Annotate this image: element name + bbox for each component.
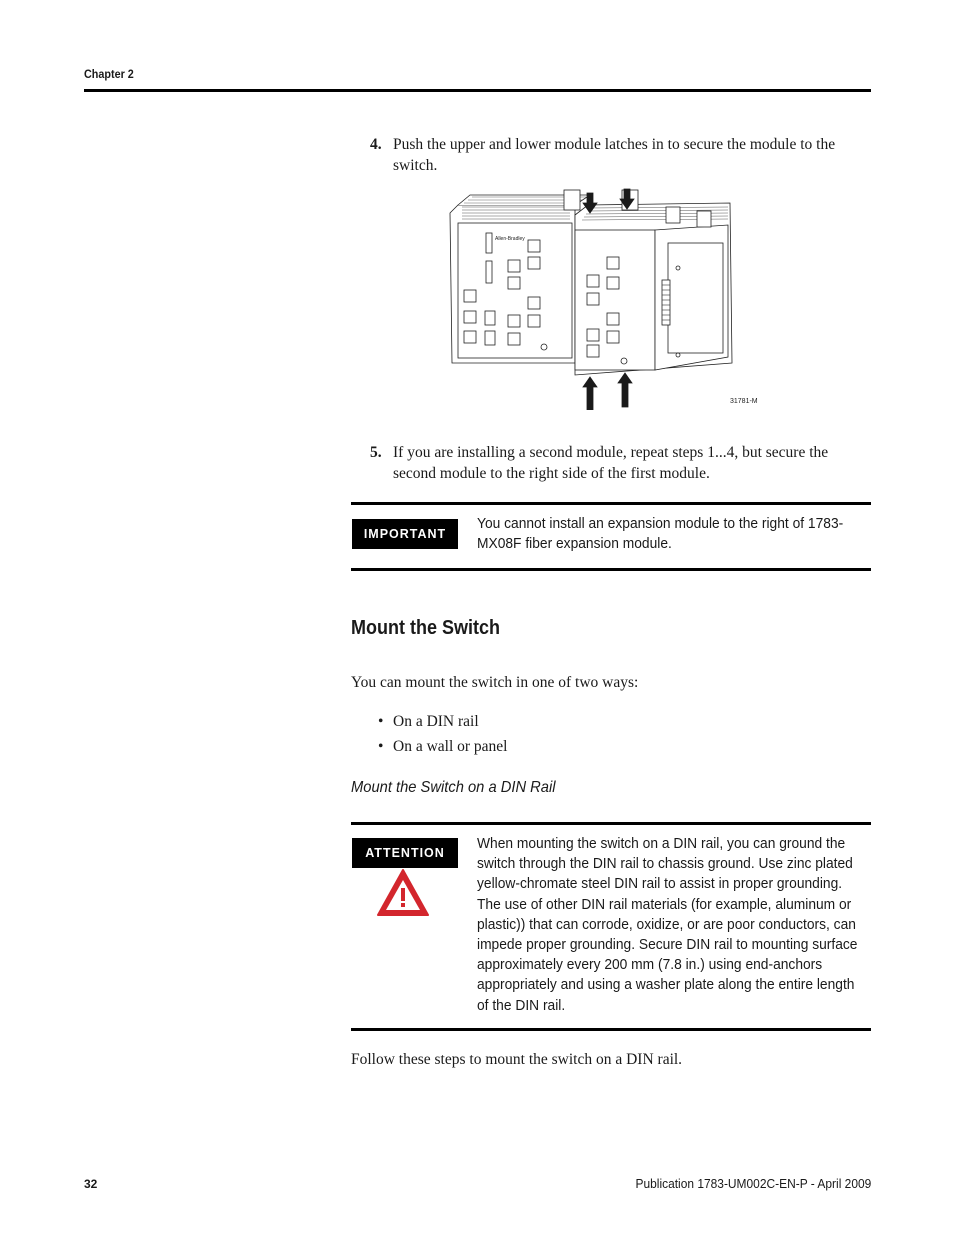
subheading: Mount the Switch on a DIN Rail (351, 779, 556, 796)
publication-footer: Publication 1783-UM002C-EN-P - April 2009 (635, 1176, 871, 1191)
module-install-figure (440, 185, 770, 410)
figure-id-label: 31781-M (730, 398, 758, 405)
warning-triangle-icon (376, 868, 430, 918)
bullet-icon: • (378, 738, 384, 755)
header-rule (84, 89, 871, 92)
section-heading: Mount the Switch (351, 617, 500, 639)
list-item (378, 738, 508, 756)
list-item-text: On a DIN rail (393, 713, 479, 730)
attention-text: When mounting the switch on a DIN rail, you can ground the switch through the DIN rail to chassis ground. Use zinc plated yellow-chromate steel DIN rail to assist in proper grounding. The use of other DIN rail materials (for example, aluminum or plastic)) that can corrode, oxidize, or are poor conductors, can impede proper grounding. Secure DIN rail to mounting surface approximately every 200 mm (7.8 in.) using end-anchors appropriately and using a washer plate along the entire length of the DIN rail. (477, 835, 858, 1014)
closing-text: Follow these steps to mount the switch on a DIN rail. (351, 1051, 683, 1068)
important-badge: IMPORTANT (352, 519, 458, 549)
important-text: You cannot install an expansion module to the right of 1783-MX08F fiber expansion module. (477, 515, 844, 553)
step-text: If you are installing a second module, repeat steps 1...4, but secure the second module to the right side of the first module. (393, 444, 829, 482)
list-item-text: On a wall or panel (393, 738, 508, 755)
important-callout (351, 502, 871, 571)
step-text: Push the upper and lower module latches in to secure the module to the switch. (393, 136, 836, 174)
chapter-label: Chapter 2 (84, 67, 134, 81)
section-intro: You can mount the switch in one of two ways: (351, 674, 639, 691)
bullet-icon: • (378, 713, 384, 730)
step-number: 5. (370, 444, 382, 461)
list-item (378, 713, 479, 731)
attention-callout (351, 822, 871, 1031)
step-4 (370, 134, 870, 176)
attention-badge: ATTENTION (352, 838, 458, 868)
step-number: 4. (370, 136, 382, 153)
brand-label: Allen-Bradley (495, 236, 525, 242)
page-number: 32 (84, 1177, 98, 1191)
step-5 (370, 442, 870, 484)
